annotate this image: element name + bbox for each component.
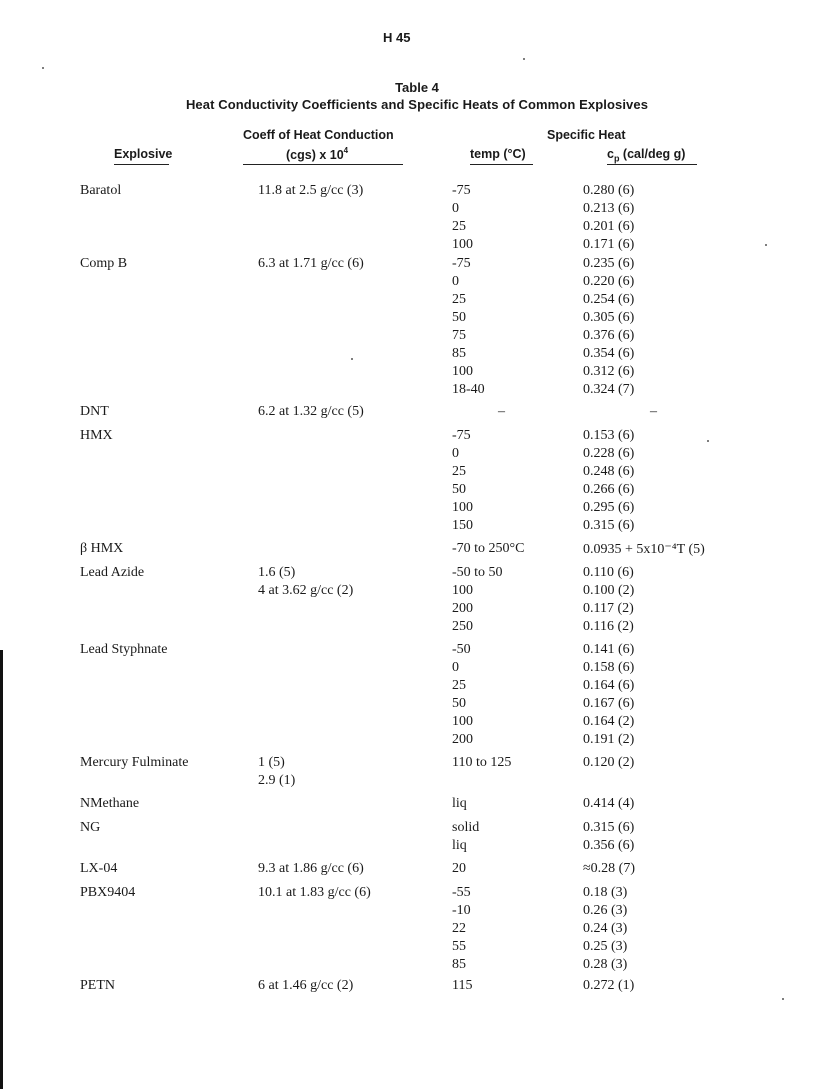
- table-row: [0, 404, 834, 422]
- table-row: [0, 978, 834, 996]
- cell-specific-heat: 0.18 (3): [583, 885, 628, 900]
- cell-temperature: liq: [452, 838, 467, 853]
- cell-temperature: 75: [452, 328, 466, 343]
- cell-specific-heat: 0.235 (6): [583, 256, 635, 271]
- cell-temperature: -75: [452, 428, 471, 443]
- scan-speck: [765, 244, 767, 246]
- header-cp: [607, 147, 685, 164]
- header-cp-symbol: c: [607, 147, 614, 161]
- table-row: [0, 820, 834, 838]
- table-row: [0, 714, 834, 732]
- cell-temperature: 22: [452, 921, 466, 936]
- cell-temperature: 25: [452, 678, 466, 693]
- cell-coefficient: 11.8 at 2.5 g/cc (3): [258, 183, 364, 198]
- cell-specific-heat: 0.24 (3): [583, 921, 628, 936]
- cell-temperature: liq: [452, 796, 467, 811]
- cell-coefficient: 4 at 3.62 g/cc (2): [258, 583, 354, 598]
- cell-specific-heat: 0.116 (2): [583, 619, 634, 634]
- cell-temperature: 25: [452, 219, 466, 234]
- header-cp-rule: [607, 164, 697, 165]
- cell-coefficient: 6.2 at 1.32 g/cc (5): [258, 404, 364, 419]
- table-row: [0, 518, 834, 536]
- cell-temperature: 0: [452, 446, 459, 461]
- cell-specific-heat: 0.220 (6): [583, 274, 635, 289]
- cell-temperature: 100: [452, 500, 473, 515]
- table-row: [0, 482, 834, 500]
- cell-specific-heat: 0.0935 + 5x10⁻⁴T (5): [583, 542, 705, 557]
- table-row: [0, 565, 834, 583]
- cell-temperature: 250: [452, 619, 473, 634]
- cell-temperature: solid: [452, 820, 480, 835]
- table-row: [0, 382, 834, 400]
- cell-specific-heat: 0.117 (2): [583, 601, 634, 616]
- cell-coefficient: 6.3 at 1.71 g/cc (6): [258, 256, 364, 271]
- cell-specific-heat: –: [650, 404, 657, 419]
- cell-temperature: -10: [452, 903, 471, 918]
- cell-coefficient: 10.1 at 1.83 g/cc (6): [258, 885, 371, 900]
- table-row: [0, 939, 834, 957]
- cell-temperature: -50: [452, 642, 471, 657]
- table-row: [0, 292, 834, 310]
- cell-temperature: -70 to 250°C: [452, 541, 525, 556]
- scan-speck: [707, 440, 709, 442]
- header-cp-subscript: p: [613, 153, 620, 164]
- cell-temperature: 200: [452, 732, 473, 747]
- cell-temperature: -55: [452, 885, 471, 900]
- header-coeff-rule: [243, 164, 403, 165]
- cell-coefficient: 6 at 1.46 g/cc (2): [258, 978, 354, 993]
- cell-specific-heat: 0.254 (6): [583, 292, 635, 307]
- table-label: Table 4: [395, 80, 439, 95]
- cell-specific-heat: 0.28 (3): [583, 957, 628, 972]
- cell-temperature: 150: [452, 518, 473, 533]
- cell-specific-heat: 0.100 (2): [583, 583, 635, 598]
- table-row: [0, 601, 834, 619]
- table-row: [0, 364, 834, 382]
- table-row: [0, 237, 834, 255]
- cell-specific-heat: 0.141 (6): [583, 642, 635, 657]
- table-row: [0, 921, 834, 939]
- table-title: Heat Conductivity Coefficients and Specific Heats of Common Explosives: [185, 97, 649, 112]
- table-row: [0, 885, 834, 903]
- table-row: [0, 500, 834, 518]
- cell-coefficient: 9.3 at 1.86 g/cc (6): [258, 861, 364, 876]
- cell-temperature: 110 to 125: [452, 755, 512, 770]
- cell-temperature: 100: [452, 237, 473, 252]
- cell-specific-heat: 0.158 (6): [583, 660, 635, 675]
- cell-temperature: 55: [452, 939, 466, 954]
- table-row: [0, 201, 834, 219]
- cell-temperature: 100: [452, 714, 473, 729]
- table-row: [0, 642, 834, 660]
- cell-specific-heat: 0.213 (6): [583, 201, 635, 216]
- cell-specific-heat: 0.120 (2): [583, 755, 635, 770]
- cell-specific-heat: 0.324 (7): [583, 382, 635, 397]
- table-row: [0, 660, 834, 678]
- table-row: [0, 541, 834, 559]
- cell-explosive: PETN: [80, 978, 115, 993]
- cell-specific-heat: 0.228 (6): [583, 446, 635, 461]
- cell-specific-heat: 0.295 (6): [583, 500, 635, 515]
- cell-explosive: β HMX: [80, 541, 124, 556]
- table-row: [0, 619, 834, 637]
- table-row: [0, 838, 834, 856]
- cell-explosive: HMX: [80, 428, 113, 443]
- table-row: [0, 732, 834, 750]
- cell-temperature: 200: [452, 601, 473, 616]
- table-row: [0, 583, 834, 601]
- cell-temperature: 100: [452, 364, 473, 379]
- table-row: [0, 773, 834, 791]
- table-row: [0, 464, 834, 482]
- table-row: [0, 183, 834, 201]
- table-row: [0, 446, 834, 464]
- table-row: [0, 274, 834, 292]
- cell-specific-heat: 0.171 (6): [583, 237, 635, 252]
- header-temp: temp (°C): [470, 147, 526, 161]
- cell-coefficient: 1.6 (5): [258, 565, 296, 580]
- cell-explosive: Baratol: [80, 183, 122, 198]
- cell-explosive: DNT: [80, 404, 109, 419]
- cell-temperature: 20: [452, 861, 466, 876]
- header-explosive: Explosive: [114, 147, 173, 161]
- header-specific-heat: Specific Heat: [547, 128, 626, 142]
- cell-specific-heat: 0.164 (6): [583, 678, 635, 693]
- table-row: [0, 957, 834, 975]
- cell-specific-heat: 0.201 (6): [583, 219, 635, 234]
- cell-coefficient: 2.9 (1): [258, 773, 296, 788]
- cell-specific-heat: 0.266 (6): [583, 482, 635, 497]
- cell-temperature: 100: [452, 583, 473, 598]
- table-row: [0, 696, 834, 714]
- cell-specific-heat: 0.376 (6): [583, 328, 635, 343]
- scan-speck: [782, 998, 784, 1000]
- table-row: [0, 346, 834, 364]
- cell-explosive: Lead Styphnate: [80, 642, 168, 657]
- cell-temperature: –: [498, 404, 505, 419]
- scan-speck: [42, 67, 44, 69]
- cell-specific-heat: 0.315 (6): [583, 518, 635, 533]
- scan-speck: [351, 358, 353, 360]
- cell-temperature: 50: [452, 310, 466, 325]
- header-explosive-rule: [114, 164, 169, 165]
- cell-temperature: 18-40: [452, 382, 485, 397]
- cell-specific-heat: 0.25 (3): [583, 939, 628, 954]
- cell-temperature: 115: [452, 978, 473, 993]
- table-row: [0, 256, 834, 274]
- cell-specific-heat: 0.153 (6): [583, 428, 635, 443]
- cell-specific-heat: 0.167 (6): [583, 696, 635, 711]
- header-coeff-exponent: 4: [343, 146, 349, 155]
- cell-specific-heat: 0.354 (6): [583, 346, 635, 361]
- cell-specific-heat: 0.191 (2): [583, 732, 635, 747]
- header-temp-rule: [470, 164, 533, 165]
- table-row: [0, 219, 834, 237]
- table-row: [0, 796, 834, 814]
- header-cp-unit: (cal/deg g): [619, 147, 686, 161]
- cell-specific-heat: ≈0.28 (7): [583, 861, 636, 876]
- cell-explosive: NMethane: [80, 796, 140, 811]
- cell-temperature: 25: [452, 292, 466, 307]
- cell-explosive: PBX9404: [80, 885, 136, 900]
- cell-temperature: 0: [452, 274, 459, 289]
- cell-specific-heat: 0.26 (3): [583, 903, 628, 918]
- cell-specific-heat: 0.110 (6): [583, 565, 634, 580]
- cell-temperature: 50: [452, 696, 466, 711]
- table-row: [0, 310, 834, 328]
- cell-specific-heat: 0.280 (6): [583, 183, 635, 198]
- cell-temperature: -75: [452, 183, 471, 198]
- cell-explosive: LX-04: [80, 861, 118, 876]
- table-row: [0, 428, 834, 446]
- cell-explosive: Comp B: [80, 256, 128, 271]
- cell-specific-heat: 0.312 (6): [583, 364, 635, 379]
- table-row: [0, 755, 834, 773]
- cell-temperature: 25: [452, 464, 466, 479]
- cell-temperature: 50: [452, 482, 466, 497]
- cell-specific-heat: 0.164 (2): [583, 714, 635, 729]
- header-coeff-line2: [286, 147, 348, 162]
- header-coeff-unit: (cgs) x 10: [286, 148, 344, 163]
- page-number: H 45: [383, 30, 411, 45]
- cell-temperature: 85: [452, 957, 466, 972]
- cell-specific-heat: 0.305 (6): [583, 310, 635, 325]
- cell-specific-heat: 0.315 (6): [583, 820, 635, 835]
- cell-specific-heat: 0.272 (1): [583, 978, 635, 993]
- cell-temperature: 0: [452, 660, 459, 675]
- cell-specific-heat: 0.248 (6): [583, 464, 635, 479]
- scan-speck: [523, 58, 525, 60]
- cell-temperature: -75: [452, 256, 471, 271]
- cell-explosive: Mercury Fulminate: [80, 755, 189, 770]
- cell-specific-heat: 0.414 (4): [583, 796, 635, 811]
- header-coeff-line1: Coeff of Heat Conduction: [243, 128, 394, 142]
- table-row: [0, 678, 834, 696]
- cell-coefficient: 1 (5): [258, 755, 285, 770]
- cell-explosive: Lead Azide: [80, 565, 145, 580]
- cell-specific-heat: 0.356 (6): [583, 838, 635, 853]
- cell-temperature: -50 to 50: [452, 565, 503, 580]
- cell-temperature: 0: [452, 201, 459, 216]
- table-row: [0, 328, 834, 346]
- scan-edge-bar: [0, 650, 3, 1089]
- table-row: [0, 861, 834, 879]
- table-row: [0, 903, 834, 921]
- cell-explosive: NG: [80, 820, 101, 835]
- cell-temperature: 85: [452, 346, 466, 361]
